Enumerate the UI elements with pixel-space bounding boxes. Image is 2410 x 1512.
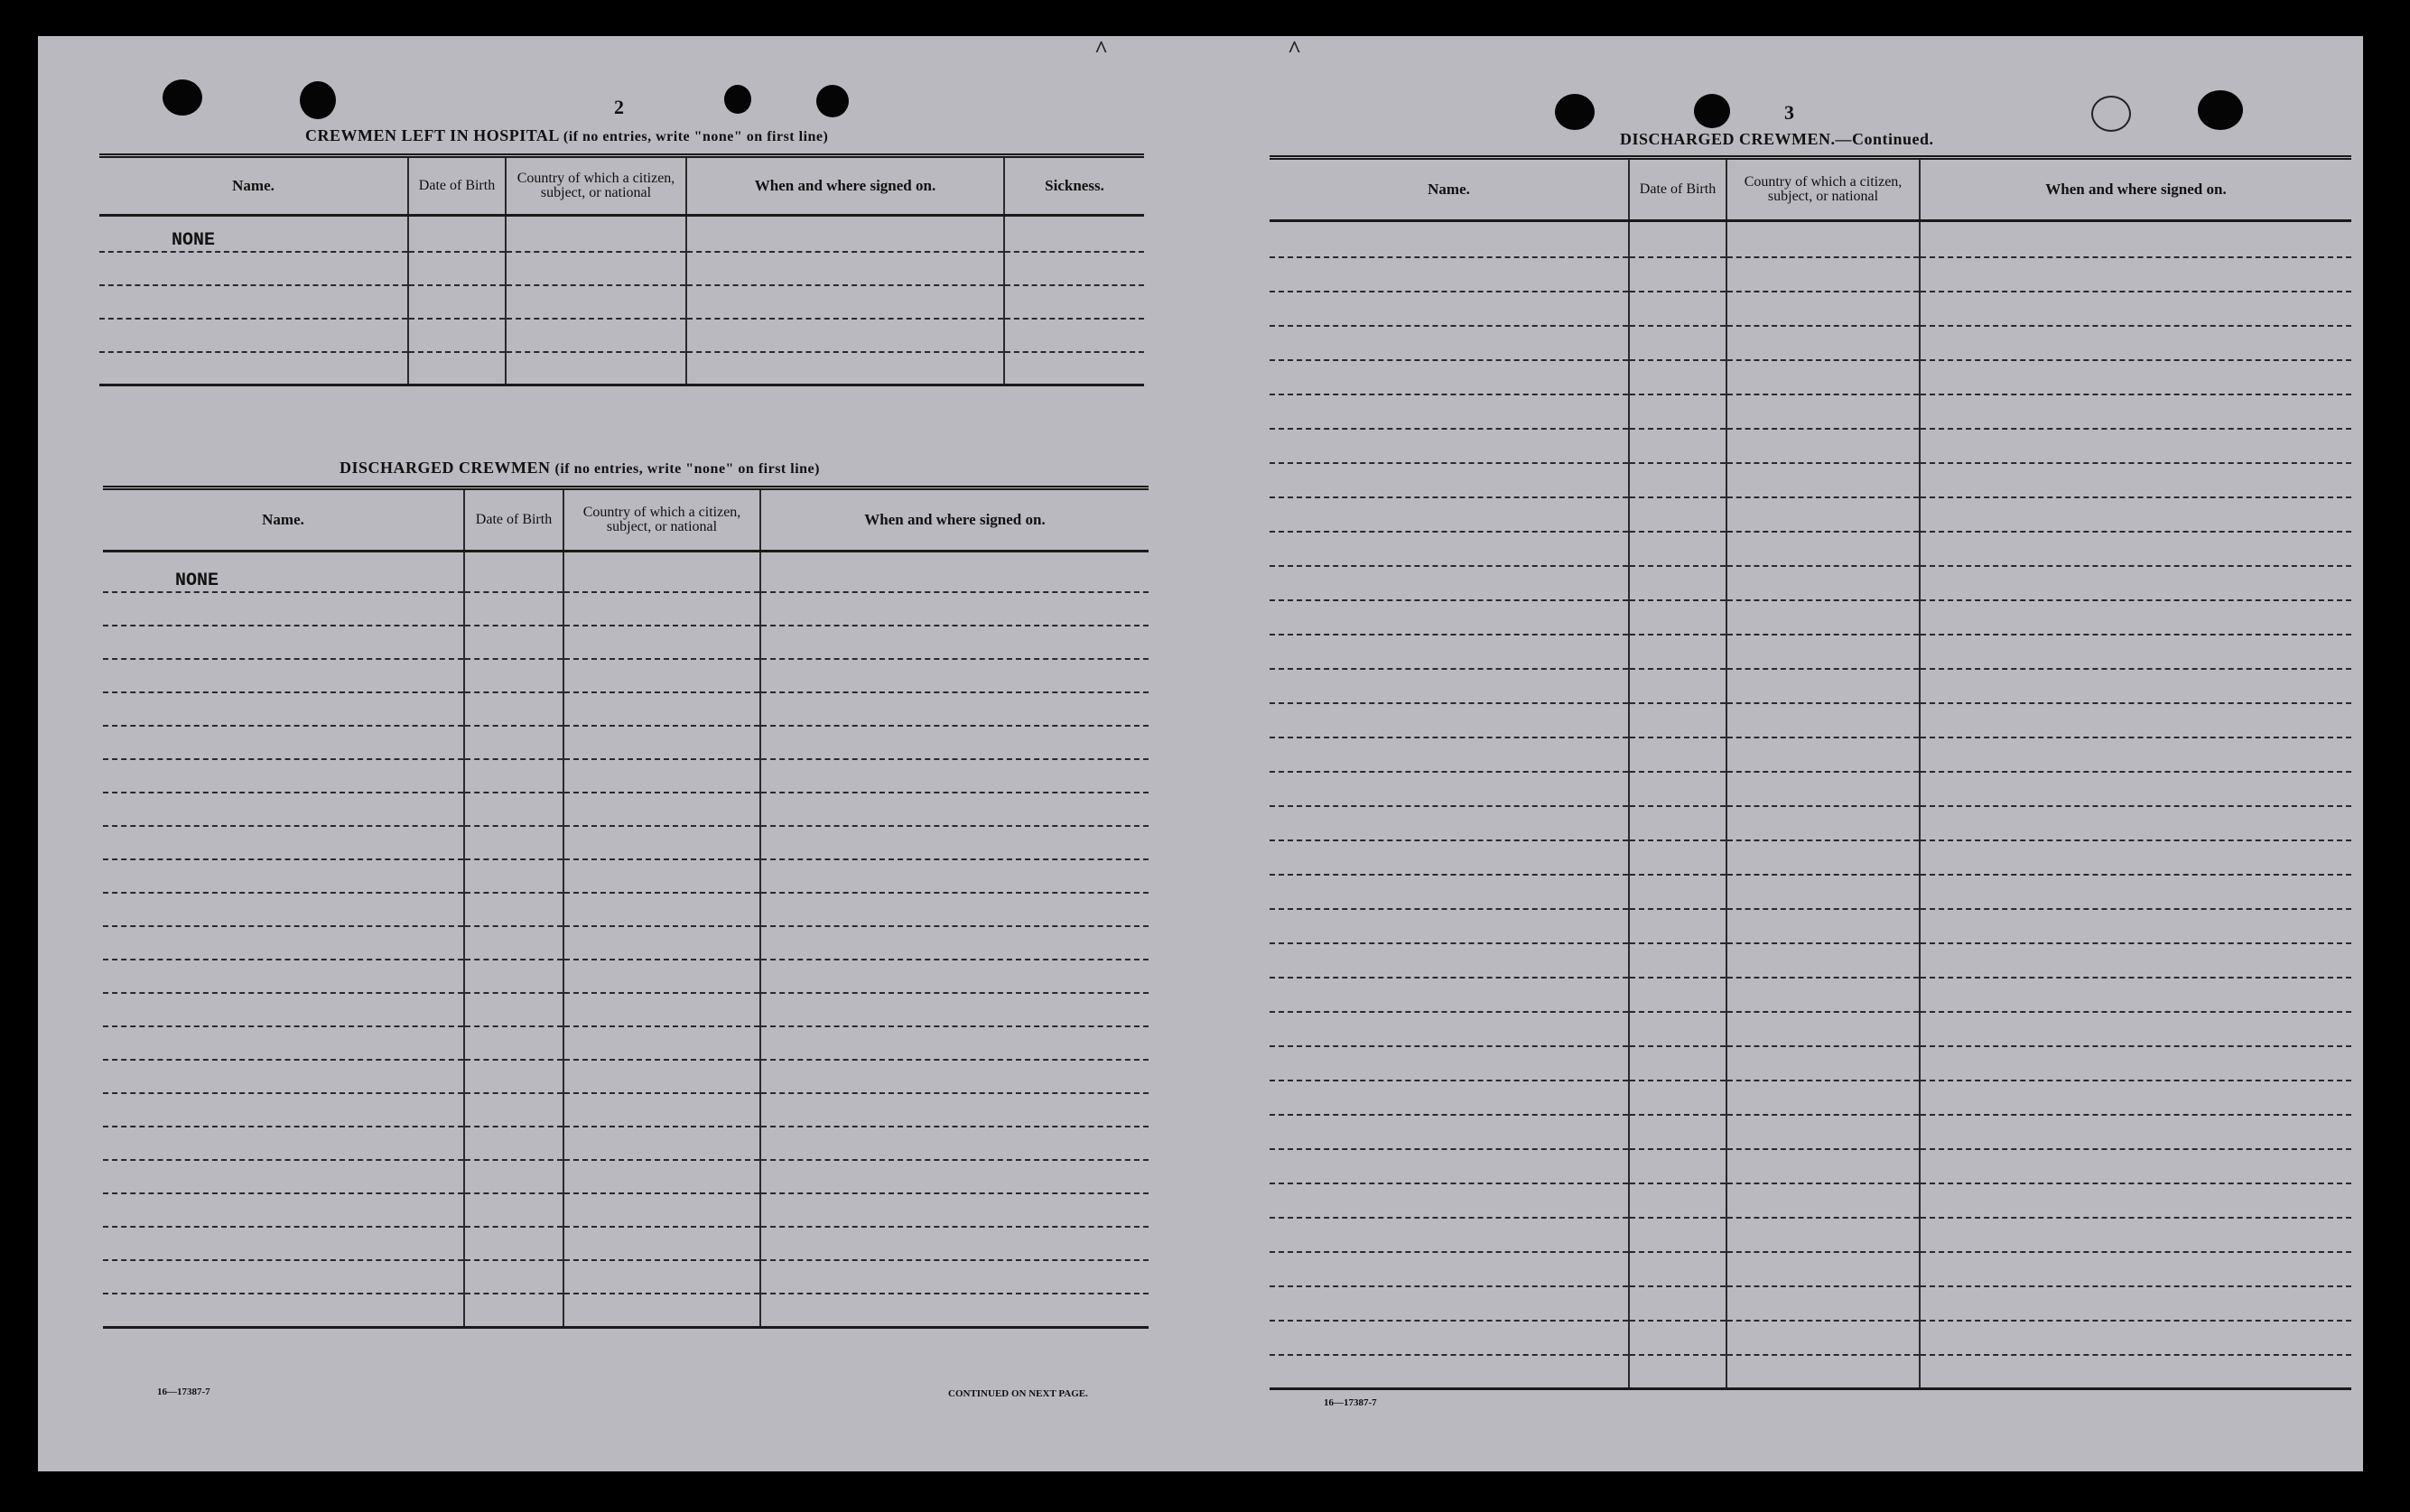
form-number-right: 16—17387-7 <box>1324 1397 1377 1408</box>
hospital-section-title <box>305 126 828 145</box>
col-country: Country of which a citizen, subject, or national <box>506 156 686 216</box>
discharged-note: (if no entries, write "none" on first line) <box>554 461 820 477</box>
col-sickness: Sickness. <box>1004 156 1144 216</box>
punch-hole <box>1555 94 1595 130</box>
binding-mark: ^ <box>1288 36 1302 62</box>
punch-hole <box>1694 94 1730 128</box>
discharged-table <box>103 486 1149 1329</box>
punch-hole <box>163 79 202 116</box>
discharged-continued-table <box>1270 155 2351 1390</box>
continued-note: CONTINUED ON NEXT PAGE. <box>948 1388 1088 1399</box>
punch-hole <box>816 85 849 117</box>
col-signed-on: When and where signed on. <box>760 488 1149 552</box>
col-date-of-birth: Date of Birth <box>464 488 563 552</box>
punch-hole <box>300 81 336 119</box>
scanned-document-sheet <box>38 36 2363 1471</box>
col-name: Name. <box>1270 158 1629 221</box>
col-country: Country of which a citizen, subject, or national <box>563 488 760 552</box>
punch-hole <box>2091 96 2131 132</box>
discharged-section-title <box>340 459 820 478</box>
punch-hole <box>724 85 751 114</box>
col-name: Name. <box>103 488 464 552</box>
right-section-title: DISCHARGED CREWMEN.—Continued. <box>1620 130 1934 148</box>
hospital-title: CREWMEN LEFT IN HOSPITAL <box>305 126 559 144</box>
col-name: Name. <box>99 156 408 216</box>
col-country: Country of which a citizen, subject, or national <box>1726 158 1920 221</box>
entry-cell: NONE <box>99 216 408 252</box>
entry-cell: NONE <box>103 552 464 592</box>
page-number-left: 2 <box>614 96 624 118</box>
hospital-table <box>99 153 1144 386</box>
col-date-of-birth: Date of Birth <box>408 156 506 216</box>
discharged-title: DISCHARGED CREWMEN <box>340 459 551 477</box>
binding-mark: ^ <box>1094 36 1109 62</box>
col-signed-on: When and where signed on. <box>1920 158 2351 221</box>
col-signed-on: When and where signed on. <box>686 156 1004 216</box>
col-date-of-birth: Date of Birth <box>1629 158 1726 221</box>
page-number-right: 3 <box>1784 101 1794 124</box>
punch-hole <box>2198 90 2243 130</box>
form-number-left: 16—17387-7 <box>157 1387 210 1397</box>
hospital-note: (if no entries, write "none" on first line) <box>563 129 829 144</box>
